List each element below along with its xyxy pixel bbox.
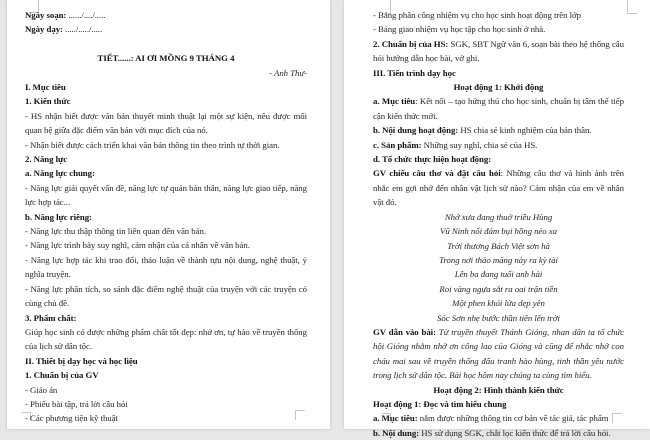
section-tien-trinh: III. Tiến trình dạy học	[373, 67, 456, 78]
gv-dan-text: Từ truyền thuyết Thánh Gióng, nhan dân ta tổ chức hội Gióng nhằm nhớ ơn công lao của Gióng và cũng để nhắc nhở con cháu mai sau về truyền thống đấu tranh hào hùng, tinh thần yêu nước trong lịch sử dân tộc. Bài học hôm nay chúng ta cùng tìm hiểu.	[373, 326, 624, 381]
paragraph-chuan-bi-hs	[373, 37, 624, 66]
heading-doc-tim-hieu-chung: Hoạt động 1: Đọc và tìm hiểu chung	[373, 398, 507, 409]
paragraph-muc-tieu	[373, 94, 624, 123]
paragraph-to-chuc: d. Tổ chức thực hiện hoạt động:	[373, 154, 492, 165]
section-nang-luc: 2. Năng lực	[25, 154, 68, 165]
paragraph-kien-thuc-2: - Nhận biết được cách triển khai văn bản thông tin theo trình tự thời gian.	[25, 139, 280, 150]
ngay-day-label: Ngày dạy:	[25, 24, 66, 35]
section-nang-luc-chung: a. Năng lực chung:	[25, 168, 95, 179]
poem-line: Trong nơi thảo mãng nảy ra kỳ tài	[439, 254, 558, 265]
poem-line: Nhớ xưa đang thuở triều Hùng	[444, 211, 553, 222]
paragraph-nang-luc-rieng-2: - Năng lực trình bày suy nghĩ, cảm nhận của cá nhân về văn bản.	[25, 240, 250, 251]
paragraph-nang-luc-rieng-3: - Năng lực hợp tác khi trao đổi, thảo luận về thành tựu nội dung, nghệ thuật, ý nghĩa truyện.	[25, 254, 307, 280]
paragraph-nang-luc-chung: - Năng lực giải quyết vấn đề, năng lực tự quản bản thân, năng lực giao tiếp, năng lực hợp tác...	[25, 182, 307, 208]
blank-line	[25, 37, 307, 51]
paragraph-nang-luc-rieng-4: - Năng lực phân tích, so sánh đặc điểm nghệ thuật của truyện với các truyện có cùng chủ đề.	[25, 283, 307, 309]
paragraph-noi-dung-2	[373, 426, 624, 440]
muc-tieu-text: : Kết nối – tạo hứng thú cho học sinh, chuẩn bị tâm thế tiếp cận kiến thức mới.	[373, 96, 624, 121]
muc-tieu-label: a. Mục tiêu	[373, 96, 416, 107]
noi-dung-label: b. Nội dung hoạt động:	[373, 125, 459, 136]
gv-dan-label: GV dẫn vào bài:	[373, 326, 436, 337]
document-page-1	[7, 0, 330, 429]
author-line: - Anh Thư-	[269, 67, 307, 78]
list-item-giao-an: - Giáo án	[25, 384, 58, 395]
section-muc-tieu: I. Mục tiêu	[25, 82, 66, 93]
poem-line: Lên ba đang tuổi anh hài	[454, 269, 543, 280]
poem-line: Trời thương Bách Việt sơn hà	[447, 240, 550, 251]
margin-mark-top-right	[627, 0, 637, 14]
gv-chieu-label: GV chiếu câu thơ và đặt câu hỏi	[373, 168, 501, 179]
ngay-soan-label: Ngày soạn:	[25, 10, 69, 20]
paragraph-san-pham	[373, 138, 624, 152]
san-pham-label: c. Sản phẩm:	[373, 139, 422, 150]
poem-line: Vũ Ninh nổi đám bụi hồng nẻo xa	[440, 226, 557, 237]
muc-tieu-2-label: a. Mục tiêu:	[373, 413, 418, 424]
paragraph-gv-chieu	[373, 166, 624, 209]
noi-dung-2-label: b. Nội dung:	[373, 427, 420, 438]
ngay-soan-line	[25, 8, 307, 22]
list-item-bang-phan-cong: - Bảng phân công nhiệm vụ cho học sinh hoạt động trên lớp	[373, 10, 582, 20]
list-item-phieu-bai-tap: - Phiếu bài tập, trả lời câu hỏi	[25, 398, 128, 409]
heading-hoat-dong-2: Hoạt động 2: Hình thành kiến thức	[433, 384, 564, 395]
page-1-content	[25, 8, 307, 426]
list-item-bang-giao-nhiem-vu: - Bảng giao nhiệm vụ học tập cho học sinh ở nhà.	[373, 24, 546, 35]
ngay-day-line	[25, 22, 307, 36]
poem-line: Một phen khói lửa dẹp yên	[452, 298, 545, 309]
section-chuan-bi-gv: 1. Chuẩn bị của GV	[25, 370, 99, 381]
page-2-content	[373, 8, 624, 440]
ngay-soan-value: ....../..../.....	[68, 10, 106, 20]
chuan-bi-hs-label: 2. Chuẩn bị của HS:	[373, 38, 449, 49]
document-page-2	[344, 0, 650, 438]
paragraph-kien-thuc-1: - HS nhận biết được văn bản thuyết minh thuật lại một sự kiện, nêu được mối quan hệ giữa đặc điểm văn bản với mục đích của nó.	[25, 110, 307, 136]
paragraph-gv-dan-vao-bai	[373, 325, 624, 383]
list-item-phuong-tien: - Các phương tiện kỹ thuật	[25, 413, 118, 424]
section-kien-thuc: 1. Kiến thức	[25, 96, 71, 107]
noi-dung-2-text: HS sử dụng SGK, chắt lọc kiến thức để trả lời câu hỏi.	[419, 427, 611, 438]
section-thiet-bi: II. Thiết bị dạy học và học liệu	[25, 355, 138, 366]
section-nang-luc-rieng: b. Năng lực riêng:	[25, 211, 92, 222]
chuan-bi-hs-text: SGK, SBT Ngữ văn 6, soạn bài theo hệ thống câu hỏi hướng dẫn học bài, vở ghi.	[373, 38, 625, 64]
ngay-day-value: ...../...../.....	[65, 24, 103, 35]
gv-chieu-text: : Những câu thơ và hình ảnh trên nhắc em gợi nhớ đến nhân vật lịch sử nào? Cảm nhận của em về nhân vật đó.	[373, 168, 624, 208]
section-pham-chat: 3. Phẩm chất:	[25, 312, 77, 323]
muc-tieu-2-text: nắm được những thông tin cơ bản về tác giả, tác phẩm	[417, 413, 609, 424]
san-pham-text: Những suy nghĩ, chia sẻ của HS.	[421, 139, 538, 150]
poem-line: Roi vàng ngựa sắt ra oai trận tiền	[439, 283, 558, 294]
paragraph-noi-dung	[373, 123, 624, 137]
heading-hoat-dong-1: Hoạt động 1: Khởi động	[453, 82, 544, 93]
paragraph-pham-chat: Giúp học sinh có được những phẩm chất tốt đẹp: nhớ ơn, tự hào về truyền thống của lịch sử dân tộc.	[25, 326, 307, 352]
paragraph-nang-luc-rieng-1: - Năng lực thu thập thông tin liên quan đến văn bản.	[25, 226, 206, 237]
poem-line: Sóc Sơn nhẹ bước thần tiên lên trời	[437, 312, 560, 323]
lesson-title: TIẾT......: AI ƠI MỒNG 9 THÁNG 4	[97, 53, 235, 64]
paragraph-muc-tieu-2	[373, 411, 624, 425]
noi-dung-text: HS chia sẻ kinh nghiệm của bản thân.	[458, 125, 592, 136]
